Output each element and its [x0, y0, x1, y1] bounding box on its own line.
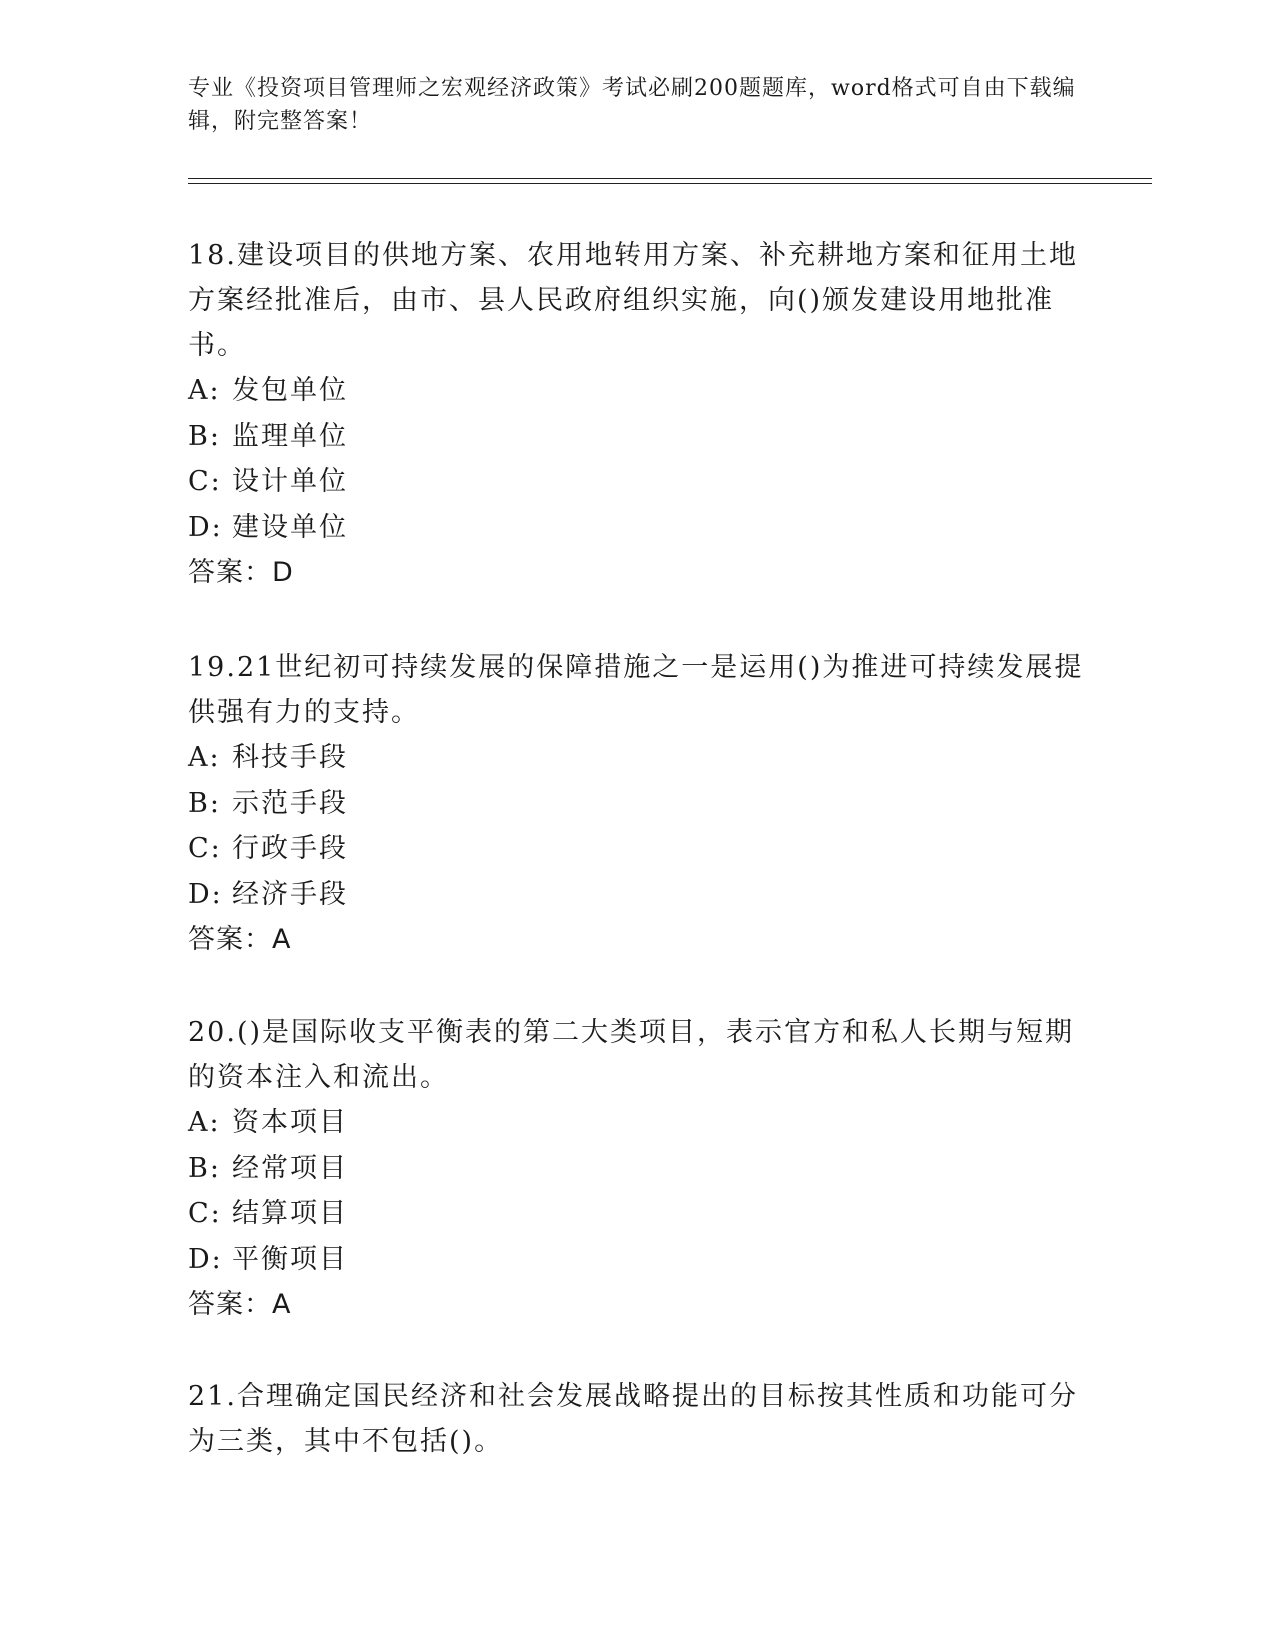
option-key: C: — [188, 833, 222, 864]
option-text: 示范手段 — [232, 787, 348, 819]
option-key: D: — [188, 1243, 223, 1275]
question-stem: 21.合理确定国民经济和社会发展战略提出的目标按其性质和功能可分为三类，其中不包括()。 — [188, 1381, 1078, 1457]
option-text: 结算项目 — [232, 1198, 348, 1229]
option-text: 设计单位 — [232, 466, 348, 497]
option-d — [188, 1237, 1088, 1283]
option-list — [188, 1100, 1088, 1282]
option-text: 科技手段 — [232, 742, 348, 773]
question-18 — [188, 233, 1088, 595]
option-c — [188, 459, 1088, 505]
option-list — [188, 368, 1088, 550]
option-text: 建设单位 — [232, 511, 348, 543]
option-key: B: — [188, 420, 221, 452]
option-key: C: — [188, 1198, 222, 1229]
option-key: C: — [188, 466, 222, 497]
header-divider-top — [188, 178, 1152, 179]
question-stem: 20.()是国际收支平衡表的第二大类项目，表示官方和私人长期与短期的资本注入和流出。 — [188, 1017, 1075, 1093]
option-c — [188, 1191, 1088, 1237]
option-text: 经常项目 — [232, 1152, 348, 1184]
option-key: D: — [188, 878, 223, 910]
question-21 — [188, 1374, 1088, 1464]
option-d — [188, 505, 1088, 551]
option-key: D: — [188, 511, 223, 543]
answer-line: 答案：A — [188, 924, 292, 955]
option-key: A: — [188, 1107, 221, 1138]
option-text: 平衡项目 — [232, 1243, 348, 1275]
option-key: B: — [188, 787, 221, 819]
answer-line: 答案：D — [188, 557, 294, 588]
option-text: 资本项目 — [232, 1107, 348, 1138]
option-text: 行政手段 — [232, 833, 348, 864]
question-stem: 19.21世纪初可持续发展的保障措施之一是运用()为推进可持续发展提供强有力的支持。 — [188, 652, 1084, 728]
option-a — [188, 368, 1088, 414]
option-d — [188, 872, 1088, 918]
option-a — [188, 735, 1088, 781]
document-header: 专业《投资项目管理师之宏观经济政策》考试必刷200题题库，word格式可自由下载编辑，附完整答案！ — [188, 76, 1076, 134]
option-c — [188, 826, 1088, 872]
option-text: 经济手段 — [232, 878, 348, 910]
question-20 — [188, 1010, 1088, 1327]
question-stem: 18.建设项目的供地方案、农用地转用方案、补充耕地方案和征用土地方案经批准后，由市、县人民政府组织实施，向()颁发建设用地批准书。 — [188, 240, 1078, 361]
header-divider-bottom — [188, 183, 1152, 184]
option-a — [188, 1100, 1088, 1146]
question-19 — [188, 645, 1088, 962]
option-b — [188, 1146, 1088, 1192]
option-text: 监理单位 — [232, 420, 348, 452]
option-text: 发包单位 — [232, 375, 348, 406]
option-key: A: — [188, 742, 221, 773]
option-list — [188, 735, 1088, 917]
answer-line: 答案：A — [188, 1289, 292, 1320]
option-b — [188, 414, 1088, 460]
option-key: A: — [188, 375, 221, 406]
option-b — [188, 781, 1088, 827]
option-key: B: — [188, 1152, 221, 1184]
